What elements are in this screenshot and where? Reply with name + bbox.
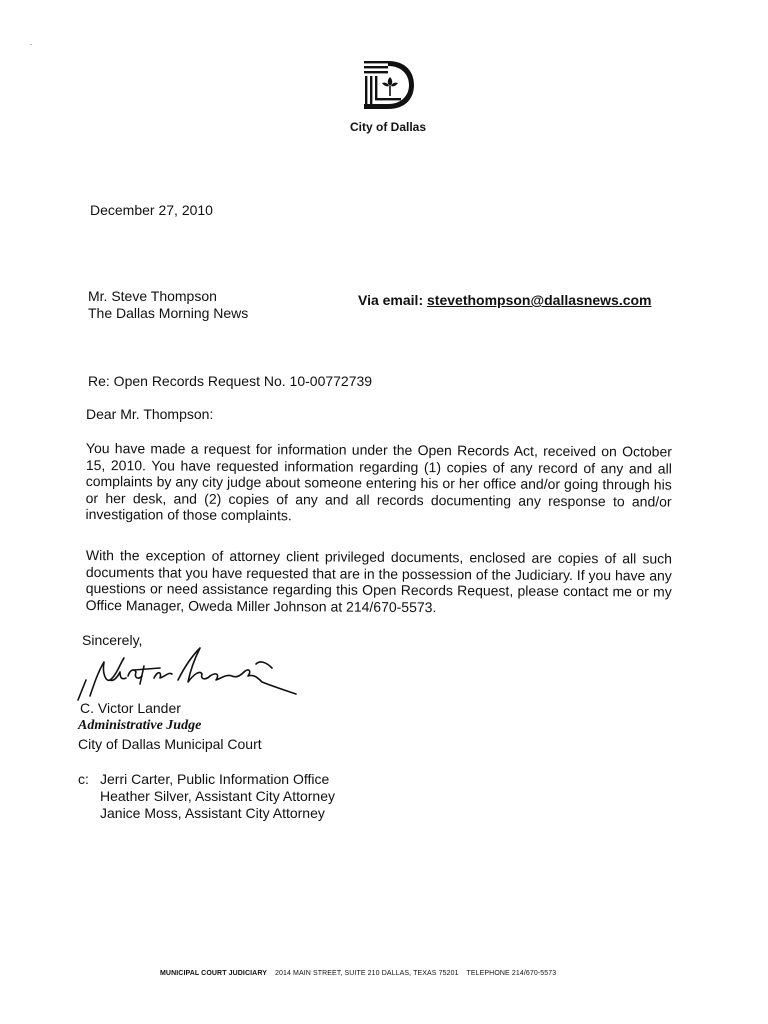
salutation: Dear Mr. Thompson: bbox=[86, 406, 214, 422]
recipient-block bbox=[88, 288, 248, 322]
recipient-organization: The Dallas Morning News bbox=[88, 305, 249, 321]
email-address: stevethompson@dallasnews.com bbox=[427, 292, 652, 308]
cc-recipient: Jerri Carter, Public Information Office bbox=[100, 771, 330, 787]
cc-recipient: Janice Moss, Assistant City Attorney bbox=[100, 805, 325, 821]
signer-title: Administrative Judge bbox=[78, 718, 202, 733]
body-paragraph-2: With the exception of attorney client privileged documents, enclosed are copies of all such documents that you have requested that are in the possession of the Judiciary. If you have any questions or need assistance regarding this Open Records Request, please contact me or my Office Manager, Oweda Miller Johnson at 214/670-5573. bbox=[85, 547, 672, 615]
footer-department: MUNICIPAL COURT JUDICIARY bbox=[160, 970, 267, 977]
subject-line: Re: Open Records Request No. 10-00772739 bbox=[88, 373, 373, 389]
signer-name: C. Victor Lander bbox=[80, 700, 181, 716]
cc-recipient: Heather Silver, Assistant City Attorney bbox=[100, 788, 335, 804]
signer-organization: City of Dallas Municipal Court bbox=[78, 736, 262, 752]
body-paragraph-1: You have made a request for information under the Open Records Act, received on October 15, 2010. You have requested information regarding (1) copies of any record of any and all complaints by any city judge about someone entering his or her office and/or going through his or her desk, and (2) copies of any and all records documenting any response to and/or investigation of those complaints. bbox=[85, 440, 672, 524]
footer-telephone: TELEPHONE 214/670-5573 bbox=[466, 970, 557, 977]
letter-footer bbox=[160, 970, 556, 977]
cc-label: c: bbox=[78, 771, 89, 787]
via-email-label: Via email: bbox=[358, 292, 424, 308]
scan-artifact bbox=[30, 44, 32, 45]
recipient-name: Mr. Steve Thompson bbox=[88, 288, 217, 304]
letterhead-org-name: City of Dallas bbox=[349, 120, 427, 134]
letter-date: December 27, 2010 bbox=[90, 202, 213, 218]
closing: Sincerely, bbox=[82, 632, 143, 648]
via-email-line bbox=[358, 292, 652, 308]
footer-address: 2014 MAIN STREET, SUITE 210 DALLAS, TEXAS 75201 bbox=[275, 970, 459, 977]
handwritten-signature bbox=[76, 640, 298, 706]
cc-list bbox=[100, 771, 335, 822]
city-of-dallas-logo bbox=[362, 58, 416, 112]
